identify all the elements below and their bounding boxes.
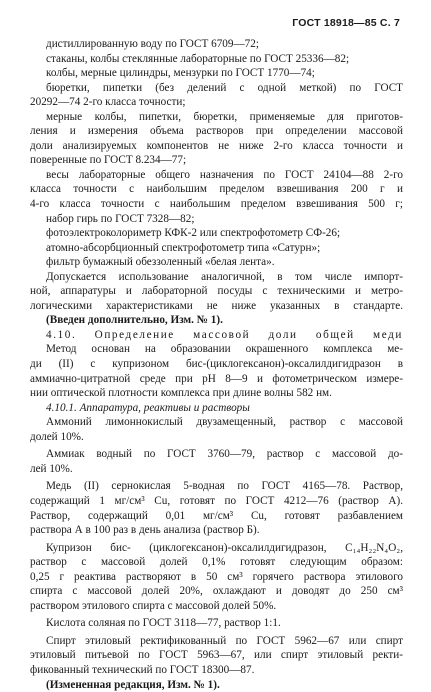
text-line: атомно-абсорбционный спектрофотометр типа «Сатурн»; (46, 241, 321, 254)
text-line: аммиачно-цитратной среде при pH 8—9 и фотометрическом измере- (30, 372, 403, 385)
text-line: мерные колбы, пипетки, бюретки, применяемые для приготов- (46, 110, 403, 123)
body-text (30, 37, 403, 692)
text-line: раствором этилового спирта с массовой долей 50%. (30, 599, 277, 612)
text-line: бюретки, пипетки (без делений с одной меткой) по ГОСТ (46, 81, 403, 94)
text-line: Аммиак водный по ГОСТ 3760—79, раствор с массовой до- (46, 448, 403, 461)
text-line: Купризон бис- (циклогексанон)-оксалилдигидразон, C₁₄H₂₂N₄O₂, (46, 541, 403, 554)
text-line: этиловый питьевой по ГОСТ 5963—67, или спирт этиловый ректи- (30, 649, 403, 662)
text-line: стаканы, колбы стеклянные лабораторные по ГОСТ 25336—82; (46, 52, 350, 65)
text-line: Медь (II) сернокислая 5-водная по ГОСТ 4165—78. Раствор, (46, 480, 403, 493)
text-line: 0,25 г реактива растворяют в 50 см³ горячего раствора этилового (30, 570, 403, 583)
text-line: Раствор, содержащий 0,01 мг/см³ Cu, готовят разбавлением (30, 509, 403, 522)
text-line: лей 10%. (30, 462, 73, 475)
text-line: логическими характеристиками не ниже указанных в стандарте. (30, 299, 403, 312)
text-line: доли анализируемых компонентов не ниже 2-го класса точности и (30, 139, 403, 152)
text-line: (Измененная редакция, Изм. № 1). (46, 678, 220, 691)
text-line: фотоэлектроколориметр КФК-2 или спектрофотометр СФ-26; (46, 227, 341, 240)
text-line: раствора А в 100 раз в день анализа (раствор Б). (30, 524, 260, 537)
text-line: колбы, мерные цилиндры, мензурки по ГОСТ 1770—74; (46, 67, 315, 80)
text-line: набор гирь по ГОСТ 7328—82; (46, 212, 195, 225)
page-header: ГОСТ 18918—85 С. 7 (292, 17, 400, 29)
text-line: Метод основан на образовании окрашенного комплекса ме- (46, 343, 403, 356)
text-line: фикованный технический по ГОСТ 18300—87. (30, 663, 255, 676)
text-line: весы лабораторные общего назначения по ГОСТ 24104—88 2-го (46, 168, 403, 181)
text-line: поверенные по ГОСТ 8.234—77; (30, 154, 187, 167)
text-line: 20292—74 2-го класса точности; (30, 96, 186, 109)
text-line: раствор с массовой долей 0,1% готовят следующим образом: (30, 556, 403, 569)
text-line: фильтр бумажный обеззоленный «белая лента». (46, 256, 275, 269)
text-line: нии оптической плотности комплекса при длине волны 582 нм. (30, 387, 332, 400)
text-line: Допускается использование аналогичной, в том числе импорт- (46, 270, 403, 283)
text-line: дистиллированную воду по ГОСТ 6709—72; (46, 38, 259, 50)
text-line: долей 10%. (30, 430, 84, 443)
text-line: содержащий 1 мг/см³ Cu, готовят по ГОСТ 4212—76 (раствор А). (30, 494, 403, 507)
text-line: ди (II) с купризоном бис-(циклогексанон)-оксалилдигидразон в (30, 358, 403, 371)
text-line: 4.10. Определение массовой доли общей меди (46, 328, 403, 341)
text-line: Кислота соляная по ГОСТ 3118—77, раствор 1:1. (46, 617, 281, 630)
text-line: 4-го класса точности с наибольшим пределом взвешивания 500 г; (30, 198, 403, 211)
text-line: (Введен дополнительно, Изм. № 1). (46, 314, 223, 327)
text-line: ления и измерения объема растворов при определении массовой (30, 125, 403, 138)
text-line: 4.10.1. Аппаратура, реактивы и растворы (46, 401, 250, 414)
text-line: ной, аппаратуры и лабораторной посуды с техническими и метро- (30, 285, 403, 298)
text-line: Спирт этиловый ректификованный по ГОСТ 5962—67 или спирт (46, 634, 403, 647)
text-line: спирта с массовой долей 20%, охлаждают и доводят до 250 см³ (30, 585, 403, 598)
text-line: Аммоний лимоннокислый двузамещенный, раствор с массовой (46, 416, 403, 429)
text-line: класса точности с наибольшим пределом взвешивания 200 г и (30, 183, 403, 196)
